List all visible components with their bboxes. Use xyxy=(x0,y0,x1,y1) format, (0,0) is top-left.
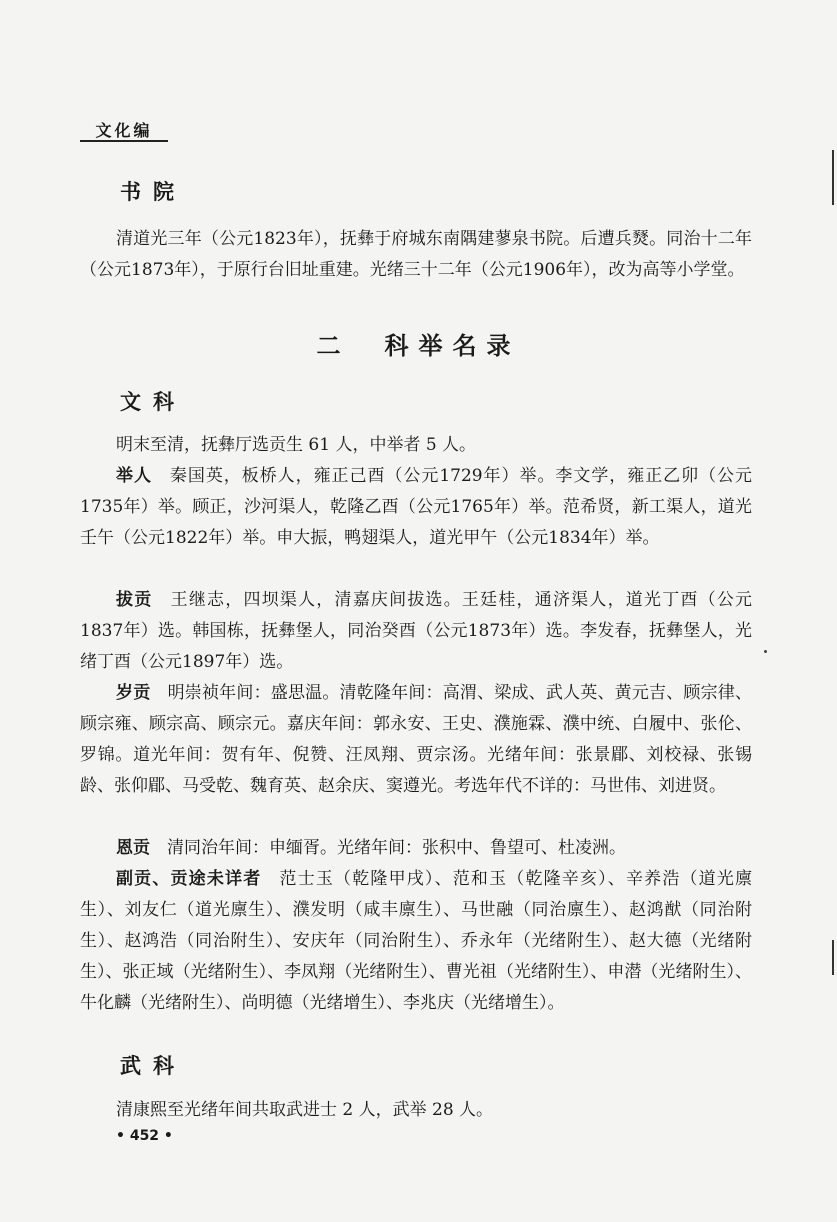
paragraph-wenke-intro: 明末至清，抚彝厅选贡生 61 人，中举者 5 人。 xyxy=(116,435,477,455)
label-fugong: 副贡、贡途未详者 xyxy=(116,869,262,889)
text-engong: 清同治年间：申缅胥。光绪年间：张积中、鲁望可、杜凌洲。 xyxy=(167,838,626,858)
paragraph-juren xyxy=(80,461,752,554)
running-header: 文化编 xyxy=(95,121,153,140)
paragraph-engong xyxy=(80,833,752,864)
text-bagong: 王继志，四坝渠人，清嘉庆间拔选。王廷桂，通济渠人，道光丁酉（公元1837年）选。韩国栋，抚彝堡人，同治癸酉（公元1873年）选。李发春，抚彝堡人，光绪丁酉（公元1897年）选。 xyxy=(80,590,753,672)
section-title-wenke: 文科 xyxy=(120,390,186,414)
scan-speck xyxy=(764,650,767,653)
paragraph-suigong xyxy=(80,678,752,802)
section-title-wuke: 武科 xyxy=(120,1054,186,1078)
chapter-title-keju: 二 科举名录 xyxy=(316,331,521,360)
label-suigong: 岁贡 xyxy=(116,683,151,703)
text-fugong: 范士玉（乾隆甲戌）、范和玉（乾隆辛亥）、辛养浩（道光廪生）、刘友仁（道光廪生）、濮发明（咸丰廪生）、马世融（同治廪生）、赵鸿猷（同治附生）、赵鸿浩（同治附生）、安庆年（同治附生）、乔永年（光绪附生）、赵大德（光绪附生）、张正域（光绪附生）、李凤翔（光绪附生）、曹光祖（光绪附生）、申潜（光绪附生）、牛化麟（光绪附生）、尚明德（光绪增生）、李兆庆（光绪增生）。 xyxy=(80,869,753,1013)
label-engong: 恩贡 xyxy=(116,838,150,858)
label-juren: 举人 xyxy=(116,466,152,486)
section-title-shuyuan: 书院 xyxy=(120,180,186,204)
scan-edge-mark xyxy=(832,150,834,205)
label-bagong: 拔贡 xyxy=(116,590,153,610)
header-rule xyxy=(80,140,168,142)
paragraph-fugong xyxy=(80,864,752,1019)
page-number: • 452 • xyxy=(116,1128,173,1144)
paragraph-wuke: 清康熙至光绪年间共取武进士 2 人，武举 28 人。 xyxy=(116,1100,494,1120)
paragraph-shuyuan: 清道光三年（公元1823年），抚彝于府城东南隅建蓼泉书院。后遭兵燹。同治十二年（公元1873年），于原行台旧址重建。光绪三十二年（公元1906年），改为高等小学堂。 xyxy=(80,229,752,280)
paragraph-bagong xyxy=(80,585,752,678)
text-juren: 秦国英，板桥人，雍正己酉（公元1729年）举。李文学，雍正乙卯（公元1735年）举。顾正，沙河渠人，乾隆乙酉（公元1765年）举。范希贤，新工渠人，道光壬午（公元1822年）举。申大振，鸭翅渠人，道光甲午（公元1834年）举。 xyxy=(80,466,753,548)
scan-edge-mark xyxy=(832,940,834,975)
text-suigong: 明崇祯年间：盛思温。清乾隆年间：高渭、梁成、武人英、黄元吉、顾宗律、顾宗雍、顾宗高、顾宗元。嘉庆年间：郭永安、王史、濮施霖、濮中统、白履中、张伦、罗锦。道光年间：贺有年、倪赞、汪凤翔、贾宗汤。光绪年间：张景郿、刘校禄、张锡龄、张仰郿、马受乾、魏育英、赵余庆、窦遵光。考选年代不详的：马世伟、刘进贤。 xyxy=(80,683,753,796)
